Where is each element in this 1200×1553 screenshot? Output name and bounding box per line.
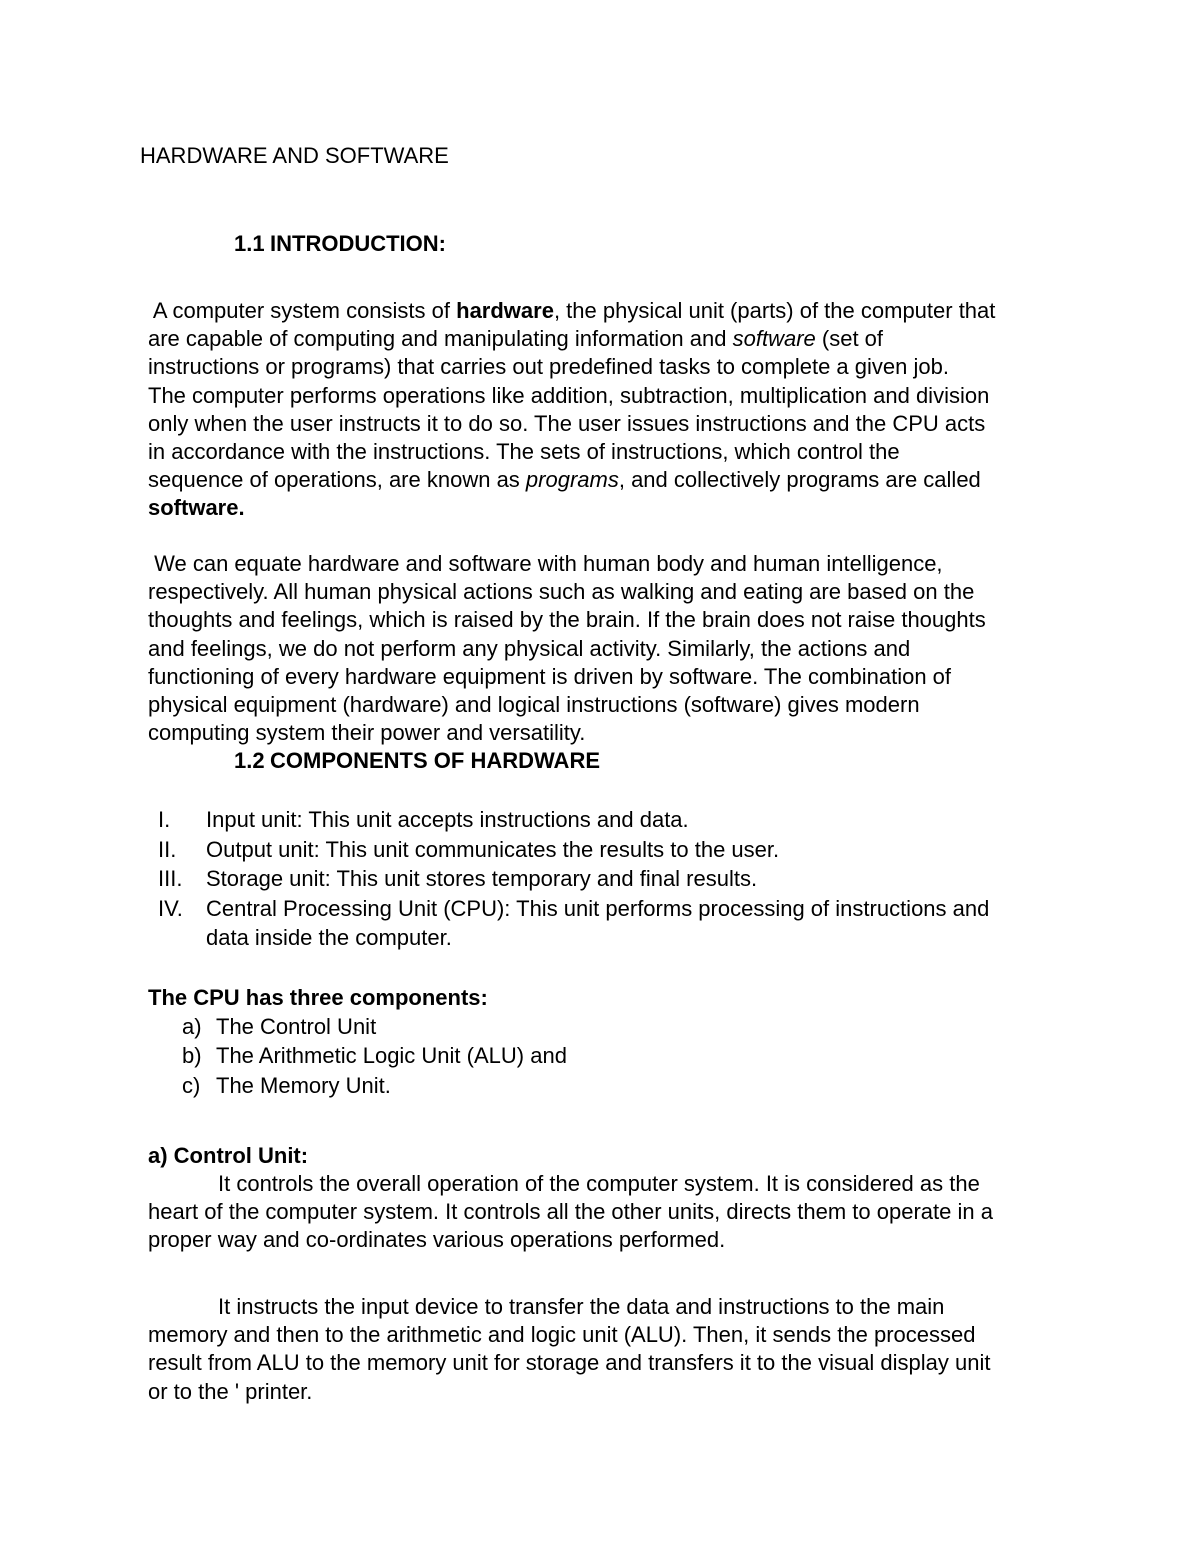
section-number: 1.1 (234, 231, 265, 256)
list-item-text: Storage unit: This unit stores temporary and final results. (206, 866, 758, 891)
list-item (148, 835, 1056, 865)
list-item (148, 805, 1056, 835)
paragraph-line: computing system their power and versatility. (148, 720, 586, 746)
paragraph-line: The computer performs operations like addition, subtraction, multiplication and division (148, 382, 990, 408)
list-item-text: The Control Unit (216, 1014, 377, 1039)
list-item (148, 1071, 567, 1100)
paragraph-line: We can equate hardware and software with human body and human intelligence, (148, 551, 943, 576)
text-run: A computer system consists of (148, 298, 457, 323)
section-title: COMPONENTS OF HARDWARE (270, 748, 600, 773)
paragraph-line (148, 1170, 1056, 1198)
text-run: , and collectively programs are called (618, 467, 981, 493)
text-run: It controls the overall operation of the computer system. It is considered as the (218, 1171, 980, 1196)
list-item-text: The Memory Unit. (216, 1072, 391, 1098)
paragraph-line: result from ALU to the memory unit for storage and transfers it to the visual display unit (148, 1350, 991, 1376)
italic-term-software: software (732, 326, 816, 352)
list-marker: III. (158, 866, 183, 891)
list-item-text: Output unit: This unit communicates the results to the user. (206, 836, 780, 862)
list-item-text: Central Processing Unit (CPU): This unit performs processing of instructions and (206, 895, 990, 921)
text-run: It instructs the input device to transfer the data and instructions to the main (218, 1294, 945, 1319)
cpu-components-list (148, 1012, 567, 1100)
document-title: HARDWARE AND SOFTWARE (140, 143, 449, 168)
paragraph-line: proper way and co-ordinates various operations performed. (148, 1227, 726, 1253)
list-item (148, 894, 1056, 953)
paragraph-line (148, 466, 1056, 494)
text-run: are capable of computing and manipulating information and (148, 326, 733, 352)
cpu-components-heading: The CPU has three components: (148, 985, 488, 1010)
list-item (148, 1041, 567, 1070)
intro-paragraph-1 (148, 297, 1056, 523)
paragraph-line: and feelings, we do not perform any physical activity. Similarly, the actions and (148, 635, 911, 661)
list-item-text: The Arithmetic Logic Unit (ALU) and (216, 1043, 567, 1069)
control-unit-paragraph-2 (148, 1293, 1056, 1406)
list-item (148, 1012, 567, 1041)
paragraph-line: thoughts and feelings, which is raised by the brain. If the brain does not raise thoughts (148, 607, 986, 633)
section-title: INTRODUCTION: (270, 231, 446, 256)
list-item-text-continued: data inside the computer. (206, 925, 452, 950)
list-marker: a) (182, 1014, 202, 1039)
paragraph-line: physical equipment (hardware) and logical instructions (software) gives modern (148, 692, 920, 718)
paragraph-line (148, 297, 1056, 325)
text-run: sequence of operations, are known as (148, 467, 526, 493)
control-unit-heading: a) Control Unit: (148, 1143, 309, 1168)
paragraph-line: only when the user instructs it to do so. The user issues instructions and the CPU acts (148, 410, 986, 436)
paragraph-line: memory and then to the arithmetic and logic unit (ALU). Then, it sends the processed (148, 1322, 976, 1348)
italic-term-programs: programs (525, 467, 619, 493)
paragraph-line: functioning of every hardware equipment is driven by software. The combination of (148, 663, 952, 689)
list-marker: IV. (158, 895, 183, 921)
section-number: 1.2 (234, 748, 265, 773)
text-run: (set of (815, 326, 884, 352)
list-marker: II. (158, 836, 177, 862)
list-marker: I. (158, 807, 171, 832)
control-unit-paragraph-1 (148, 1170, 1056, 1255)
section-heading-components (234, 747, 600, 775)
paragraph-line: respectively. All human physical actions such as walking and eating are based on the (148, 579, 975, 605)
list-item-text: Input unit: This unit accepts instructions and data. (206, 807, 689, 832)
list-marker: c) (182, 1072, 201, 1098)
hardware-components-list (148, 805, 1056, 953)
intro-paragraph-2 (148, 550, 1056, 747)
paragraph-line: heart of the computer system. It controls all the other units, directs them to operate in a (148, 1199, 993, 1225)
section-heading-introduction (234, 230, 446, 258)
text-run: , the physical unit (parts) of the computer that (553, 298, 996, 323)
paragraph-line: instructions or programs) that carries out predefined tasks to complete a given job. (148, 354, 949, 380)
list-marker: b) (182, 1043, 202, 1069)
paragraph-line: or to the ' printer. (148, 1378, 313, 1404)
bold-term-hardware: hardware (456, 298, 554, 323)
paragraph-line (148, 325, 1056, 353)
list-item (148, 864, 1056, 894)
paragraph-line: in accordance with the instructions. The sets of instructions, which control the (148, 439, 900, 465)
bold-term-software: software. (148, 495, 245, 521)
paragraph-line (148, 1293, 1056, 1321)
